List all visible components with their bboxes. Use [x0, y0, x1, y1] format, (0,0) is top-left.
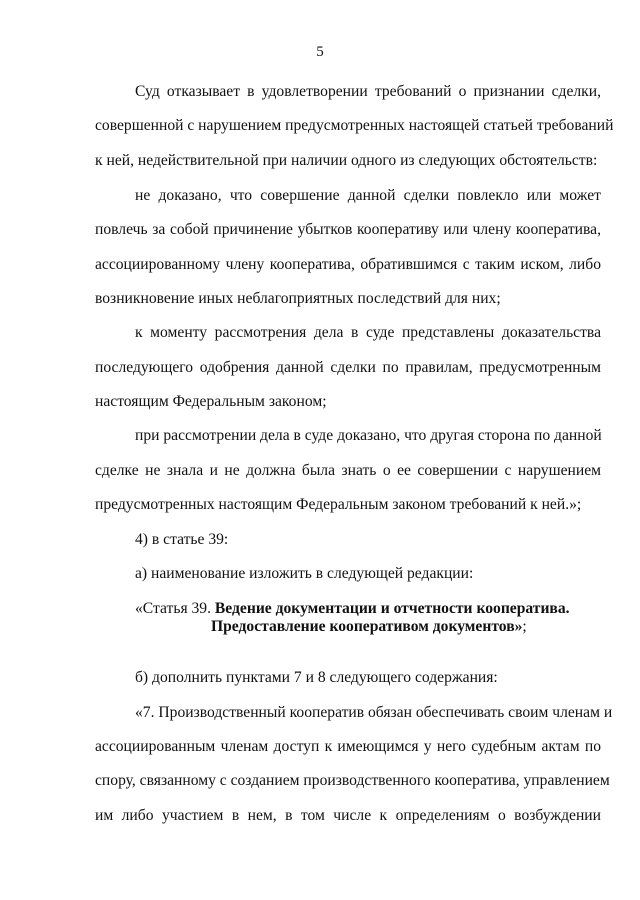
heading-title-line1: Ведение документации и отчетности кооператива.	[214, 600, 570, 617]
text-line: ассоциированным членам доступ к имеющимся у него судебным актам по	[95, 738, 601, 755]
text-line: к ней, недействительной при наличии одного из следующих обстоятельств:	[95, 152, 598, 169]
text-line: спору, связанному с созданием производственного кооператива, управлением	[95, 772, 610, 789]
heading-prefix: «Статья 39.	[135, 600, 215, 617]
article-heading	[135, 599, 605, 619]
text-line: повлечь за собой причинение убытков кооперативу или члену кооператива,	[95, 221, 601, 238]
heading-title-line2: Предоставление кооперативом документов»	[211, 618, 523, 635]
text-line: б) дополнить пунктами 7 и 8 следующего содержания:	[135, 669, 498, 686]
text-line: «7. Производственный кооператив обязан обеспечивать своим членам и	[135, 704, 613, 721]
text-line: совершенной с нарушением предусмотренных настоящей статьей требований	[95, 117, 614, 134]
text-line: им либо участием в нем, в том числе к определениям о возбуждении	[95, 807, 601, 824]
text-line: Суд отказывает в удовлетворении требований о признании сделки,	[135, 83, 601, 100]
text-line: 4) в статье 39:	[135, 531, 229, 548]
text-line: последующего одобрения данной сделки по правилам, предусмотренным	[95, 359, 601, 376]
text-line: сделке не знала и не должна была знать о ее совершении с нарушением	[95, 462, 601, 479]
page-number: 5	[316, 44, 324, 60]
text-line: предусмотренных настоящим Федеральным законом требований к ней.»;	[95, 496, 582, 513]
text-line: а) наименование изложить в следующей редакции:	[135, 565, 474, 582]
text-line: не доказано, что совершение данной сделки повлекло или может	[135, 187, 601, 204]
text-line: ассоциированному члену кооператива, обратившимся с таким иском, либо	[95, 256, 601, 273]
text-line: к моменту рассмотрения дела в суде представлены доказательства	[135, 324, 601, 341]
text-line: настоящим Федеральным законом;	[95, 393, 327, 410]
text-line: при рассмотрении дела в суде доказано, что другая сторона по данной	[135, 427, 602, 444]
text-line: возникновение иных неблагоприятных последствий для них;	[95, 290, 501, 307]
article-heading-cont	[211, 617, 611, 637]
heading-suffix: ;	[522, 618, 527, 635]
